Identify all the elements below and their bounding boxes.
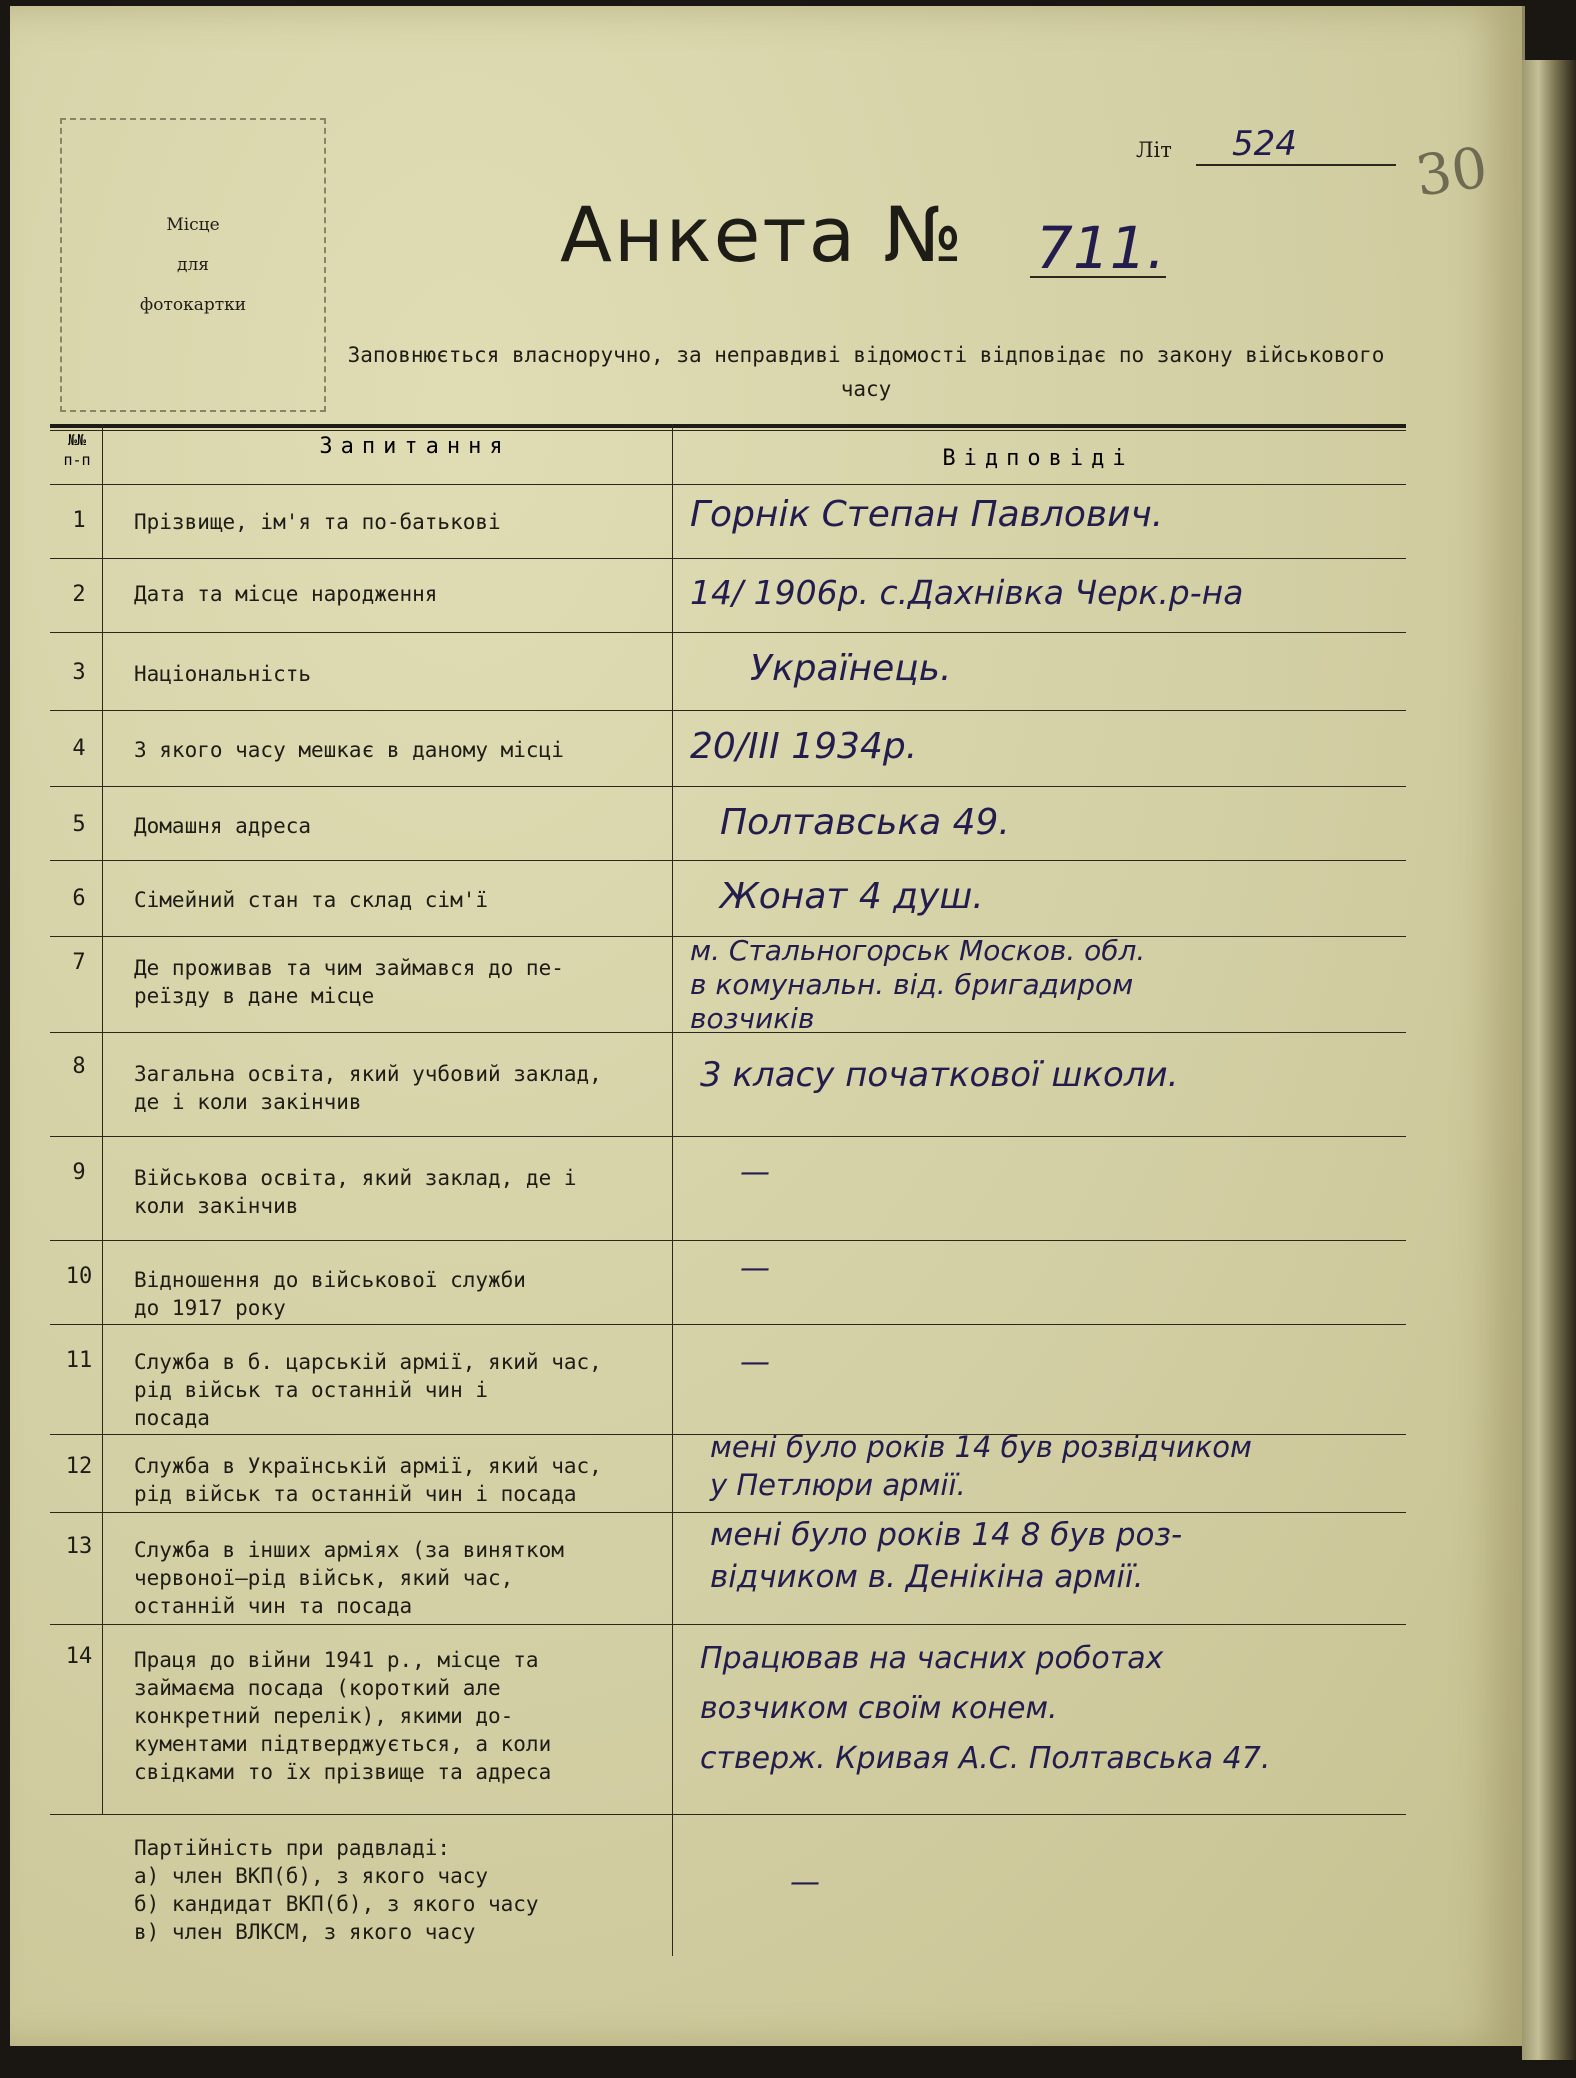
page-subtitle: Заповнюється власноручно, за неправдиві відомості відповідає по закону військового часу	[347, 343, 1385, 401]
row-13-question: Служба в інших арміях (за винятком червоної—рід військ, який час, останній чин та посада	[134, 1538, 564, 1618]
row-4-question: З якого часу мешкає в даному місці	[134, 738, 564, 762]
row-12-num: 12	[65, 1454, 93, 1479]
row-8-num: 8	[72, 1054, 86, 1079]
row-11-num: 11	[65, 1348, 93, 1373]
row-rule	[50, 632, 1406, 633]
page-number: 30	[1411, 135, 1492, 210]
lit-value: 524	[1232, 124, 1297, 164]
lit-underline	[1196, 164, 1396, 166]
row-7-num: 7	[72, 950, 86, 975]
row-rule	[50, 860, 1406, 861]
row-5-answer: Полтавська 49.	[720, 802, 1010, 843]
row-7-answer: м. Стальногорськ Москов. обл. в комунальн. від. бригадиром возчиків	[690, 934, 1146, 1035]
row-2-question: Дата та місце народження	[134, 582, 438, 606]
row-9-question: Військова освіта, який заклад, де і коли закінчив	[134, 1166, 577, 1218]
row-5-question: Домашня адреса	[134, 814, 312, 838]
row-9-answer: —	[740, 1155, 770, 1190]
row-12-question: Служба в Українській армії, який час, рід військ та останній чин і посада	[134, 1454, 602, 1506]
header-answer: Відповіді	[942, 446, 1134, 471]
col-rule-num	[102, 424, 103, 1814]
header-num: №№ п-п	[63, 431, 91, 469]
row-rule	[50, 1512, 1406, 1513]
row-rule	[50, 1324, 1406, 1325]
row-rule	[50, 1240, 1406, 1241]
row-3-answer: Українець.	[750, 648, 952, 689]
row-2-num: 2	[72, 582, 86, 607]
row-3-question: Національність	[134, 662, 312, 686]
row-6-answer: Жонат 4 душ.	[720, 876, 984, 917]
row-1-answer: Горнік Степан Павлович.	[690, 494, 1164, 535]
questionnaire-number: 711.	[1036, 214, 1166, 282]
row-12-answer: мені було років 14 був розвідчиком у Петлюри армії.	[710, 1430, 1252, 1502]
row-11-question: Служба в б. царській армії, який час, рід військ та останній чин і посада	[134, 1350, 602, 1430]
row-5-num: 5	[72, 812, 86, 837]
party-question: Партійність при радвладі: а) член ВКП(б), з якого часу б) кандидат ВКП(б), з якого часу в) член ВЛКСМ, з якого часу	[134, 1836, 539, 1944]
row-6-question: Сімейний стан та склад сім'ї	[134, 888, 489, 912]
row-10-answer: —	[740, 1251, 770, 1286]
row-rule	[50, 1624, 1406, 1625]
row-1-question: Прізвище, ім'я та по-батькові	[134, 510, 501, 534]
table-top-rule	[50, 424, 1406, 428]
lit-label: Літ	[1136, 138, 1172, 162]
row-10-num: 10	[65, 1264, 93, 1289]
row-3-num: 3	[72, 660, 86, 685]
row-9-num: 9	[72, 1160, 86, 1185]
photo-label-line1: Місце	[166, 215, 220, 235]
row-8-question: Загальна освіта, який учбовий заклад, де і коли закінчив	[134, 1062, 602, 1114]
row-4-answer: 20/III 1934р.	[690, 726, 918, 767]
photo-placeholder	[60, 118, 326, 412]
row-13-answer: мені було років 14 8 був роз- відчиком в. Денікіна армії.	[710, 1517, 1183, 1595]
row-4-num: 4	[72, 736, 86, 761]
row-7-question: Де проживав та чим займався до пе- реїзду в дане місце	[134, 956, 564, 1008]
row-14-answer: Працював на часних роботах возчиком своїм конем. стверж. Кривая А.С. Полтавська 47.	[700, 1641, 1271, 1776]
row-10-question: Відношення до військової служби до 1917 року	[134, 1268, 526, 1320]
row-rule	[50, 786, 1406, 787]
party-answer: —	[790, 1865, 820, 1900]
page-title: Анкета №	[560, 190, 965, 279]
row-rule	[50, 1814, 1406, 1815]
questionnaire-table	[50, 424, 1406, 1956]
photo-label-line3: фотокартки	[139, 295, 247, 315]
page-edge-stack	[1522, 60, 1576, 2060]
row-11-answer: —	[740, 1345, 770, 1380]
row-rule	[50, 558, 1406, 559]
row-14-num: 14	[65, 1644, 93, 1669]
header-rule	[50, 484, 1406, 485]
header-question: Запитання	[319, 434, 511, 459]
row-14-question: Праця до війни 1941 р., місце та займаєма посада (короткий але конкретний перелік), якими до- кументами підтверджується, а коли свідками то їх прізвище та адреса	[134, 1648, 552, 1784]
photo-label-line2: для	[177, 255, 209, 275]
row-rule	[50, 1136, 1406, 1137]
row-6-num: 6	[72, 886, 86, 911]
row-8-answer: 3 класу початкової школи.	[700, 1055, 1179, 1095]
table-top-rule-thin	[50, 430, 1406, 431]
row-rule	[50, 710, 1406, 711]
row-1-num: 1	[72, 508, 86, 533]
row-2-answer: 14/ 1906р. с.Дахнівка Черк.р-на	[690, 573, 1244, 612]
row-13-num: 13	[65, 1534, 93, 1559]
